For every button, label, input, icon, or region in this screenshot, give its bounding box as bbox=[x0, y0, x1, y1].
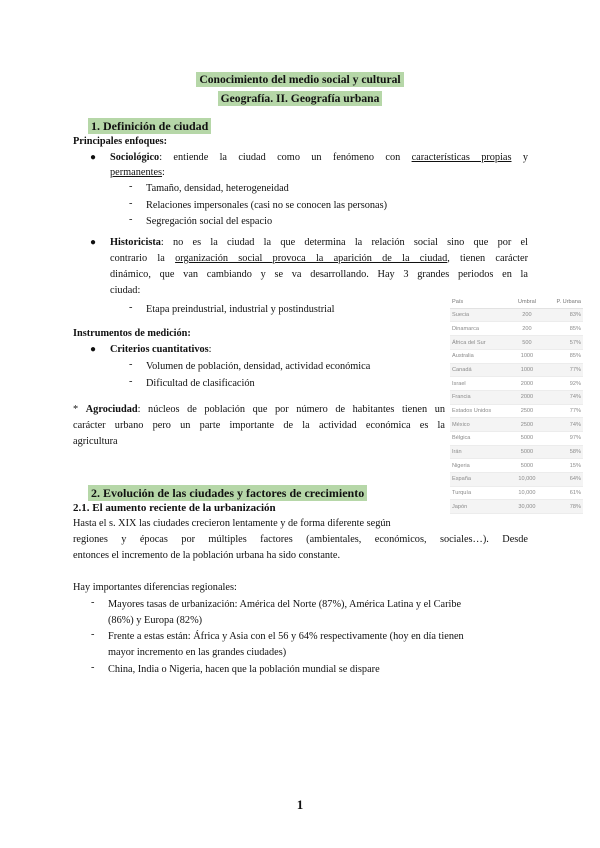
column-header: País bbox=[450, 297, 511, 308]
table-cell: Japón bbox=[450, 500, 511, 514]
list-item: Frente a estas están: África y Asia con el 56 y 64% respectivamente (hoy en día tienen bbox=[108, 631, 464, 642]
table-row bbox=[450, 500, 583, 514]
table-row bbox=[450, 322, 583, 336]
sociologico-line2: permanentes: bbox=[110, 167, 165, 178]
section-1-heading: 1. Definición de ciudad bbox=[88, 119, 211, 134]
dash-marker: - bbox=[129, 214, 133, 225]
enfoques-label: Principales enfoques: bbox=[73, 136, 168, 147]
paragraph-line: entonces el incremento de la población urbana ha sido constante. bbox=[73, 550, 341, 561]
list-item: China, India o Nigeria, hacen que la población mundial se dispare bbox=[108, 664, 380, 675]
table-row bbox=[450, 336, 583, 350]
table-cell: Nigeria bbox=[450, 459, 511, 473]
table-cell: Irán bbox=[450, 445, 511, 459]
sociologico-line1: Sociológico: entiende la ciudad como un fenómeno con características propias y bbox=[110, 152, 528, 163]
table-row bbox=[450, 486, 583, 500]
table-cell: 500 bbox=[511, 336, 542, 350]
paragraph-line: regiones y épocas por múltiples factores (ambientales, económicos, sociales…). Desde bbox=[73, 534, 528, 545]
table-cell: 58% bbox=[543, 445, 583, 459]
table-row bbox=[450, 377, 583, 391]
bullet-icon: ● bbox=[90, 237, 97, 248]
table-row bbox=[450, 390, 583, 404]
table-cell: 5000 bbox=[511, 431, 542, 445]
bullet-icon: ● bbox=[90, 344, 97, 355]
agrociudad-line3: agricultura bbox=[73, 436, 118, 447]
table-cell: 78% bbox=[543, 500, 583, 514]
dash-marker: - bbox=[129, 181, 133, 192]
table-cell: Bélgica bbox=[450, 431, 511, 445]
table-cell: 5000 bbox=[511, 445, 542, 459]
dash-marker: - bbox=[91, 597, 95, 608]
table-cell: Canadá bbox=[450, 363, 511, 377]
table-cell: 92% bbox=[543, 377, 583, 391]
table-cell: 2000 bbox=[511, 390, 542, 404]
table-cell: 2500 bbox=[511, 418, 542, 432]
table-cell: 1000 bbox=[511, 349, 542, 363]
table-row bbox=[450, 349, 583, 363]
table-cell: México bbox=[450, 418, 511, 432]
table-row bbox=[450, 431, 583, 445]
table-row bbox=[450, 308, 583, 322]
table-cell: 2000 bbox=[511, 377, 542, 391]
historicista-line1: Historicista: no es la ciudad la que determina la relación social sino que por el bbox=[110, 237, 528, 248]
table-cell: 5000 bbox=[511, 459, 542, 473]
table-cell: 57% bbox=[543, 336, 583, 350]
table-cell: 74% bbox=[543, 390, 583, 404]
dash-marker: - bbox=[91, 629, 95, 640]
table-cell: Australia bbox=[450, 349, 511, 363]
table-cell: 15% bbox=[543, 459, 583, 473]
list-item: Dificultad de clasificación bbox=[146, 378, 255, 389]
dash-marker: - bbox=[91, 662, 95, 673]
list-item: Tamaño, densidad, heterogeneidad bbox=[146, 183, 289, 194]
table-row bbox=[450, 418, 583, 432]
list-item: Mayores tasas de urbanización: América del Norte (87%), América Latina y el Caribe bbox=[108, 599, 462, 610]
paragraph-line: Hasta el s. XIX las ciudades crecieron lentamente y de forma diferente según bbox=[73, 518, 391, 529]
table-header-row bbox=[450, 297, 583, 308]
list-item: Segregación social del espacio bbox=[146, 216, 273, 227]
table-cell: Turquía bbox=[450, 486, 511, 500]
table-cell: 74% bbox=[543, 418, 583, 432]
table-cell: 200 bbox=[511, 322, 542, 336]
table-cell: Estados Unidos bbox=[450, 404, 511, 418]
criterios-line: Criterios cuantitativos: bbox=[110, 344, 212, 355]
table-cell: Suecia bbox=[450, 308, 511, 322]
instrumentos-label: Instrumentos de medición: bbox=[73, 328, 191, 339]
list-item: mayor incremento en las grandes ciudades) bbox=[108, 647, 287, 658]
list-item: (86%) y Europa (82%) bbox=[108, 615, 203, 626]
list-item: Volumen de población, densidad, actividad económica bbox=[146, 361, 371, 372]
subject-title: Geografía. II. Geografía urbana bbox=[0, 92, 600, 105]
dash-marker: - bbox=[129, 376, 133, 387]
list-item: Relaciones impersonales (casi no se conocen las personas) bbox=[146, 200, 388, 211]
table-cell: Israel bbox=[450, 377, 511, 391]
table-cell: 10,000 bbox=[511, 486, 542, 500]
page-number: 1 bbox=[296, 797, 304, 812]
table-cell: 97% bbox=[543, 431, 583, 445]
paragraph-line: Hay importantes diferencias regionales: bbox=[73, 582, 237, 593]
dash-marker: - bbox=[129, 302, 133, 313]
table-cell: 2500 bbox=[511, 404, 542, 418]
table-cell: Francia bbox=[450, 390, 511, 404]
table-cell: 10,000 bbox=[511, 473, 542, 487]
table-row bbox=[450, 404, 583, 418]
agrociudad-line2: carácter urbano pero un parte importante de la actividad económica es la bbox=[73, 420, 445, 431]
column-header: Umbral bbox=[511, 297, 542, 308]
historicista-line4: ciudad: bbox=[110, 285, 141, 296]
historicista-line2: contrario la organización social provoca la aparición de la ciudad, tienen carácter bbox=[110, 253, 529, 264]
table-cell: 85% bbox=[543, 349, 583, 363]
table-row bbox=[450, 473, 583, 487]
table-row bbox=[450, 459, 583, 473]
section-2-heading: 2. Evolución de las ciudades y factores de crecimiento bbox=[88, 486, 367, 501]
table-row bbox=[450, 445, 583, 459]
subsection-heading: 2.1. El aumento reciente de la urbanización bbox=[73, 502, 276, 514]
dash-marker: - bbox=[129, 198, 133, 209]
list-item: Etapa preindustrial, industrial y postindustrial bbox=[146, 304, 335, 315]
table-cell: 85% bbox=[543, 322, 583, 336]
table-cell: 200 bbox=[511, 308, 542, 322]
table-cell: 77% bbox=[543, 363, 583, 377]
urban-threshold-table bbox=[450, 297, 583, 514]
column-header: P. Urbana bbox=[543, 297, 583, 308]
table-cell: África del Sur bbox=[450, 336, 511, 350]
table-cell: 83% bbox=[543, 308, 583, 322]
bullet-icon: ● bbox=[90, 152, 97, 163]
course-title: Conocimiento del medio social y cultural bbox=[0, 73, 600, 86]
dash-marker: - bbox=[129, 359, 133, 370]
historicista-line3: dinámico, que van cambiando y se va desarrollando. Hay 3 grandes periodos en la bbox=[110, 269, 528, 280]
table-cell: Dinamarca bbox=[450, 322, 511, 336]
table-cell: 1000 bbox=[511, 363, 542, 377]
table-cell: 77% bbox=[543, 404, 583, 418]
table-row bbox=[450, 363, 583, 377]
table-cell: 30,000 bbox=[511, 500, 542, 514]
agrociudad-line1: * Agrociudad: núcleos de población que por número de habitantes tienen un bbox=[73, 404, 445, 415]
table-cell: España bbox=[450, 473, 511, 487]
table-cell: 61% bbox=[543, 486, 583, 500]
table-cell: 64% bbox=[543, 473, 583, 487]
